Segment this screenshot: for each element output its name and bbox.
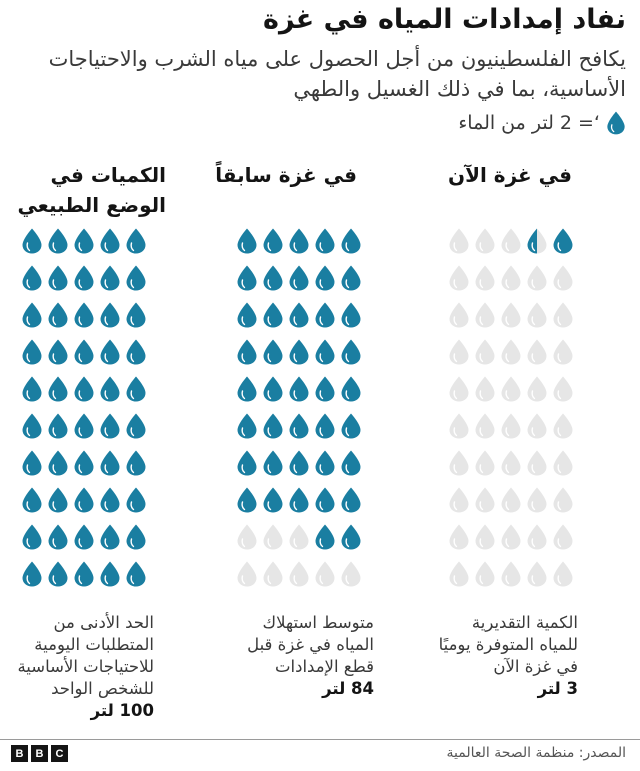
footer-divider — [0, 739, 640, 740]
note-normal-text: الحد الأدنى من المتطلبات اليومية للاحتياجات الأساسية للشخص الواحد — [17, 613, 154, 698]
water-drop-icon — [47, 450, 69, 476]
water-drop-icon — [236, 450, 258, 476]
water-drop-icon — [448, 413, 470, 439]
water-drop-icon — [99, 228, 121, 254]
water-drop-icon — [500, 450, 522, 476]
water-drop-icon — [526, 339, 548, 365]
water-drop-icon — [99, 339, 121, 365]
water-drop-icon — [314, 302, 336, 328]
water-drop-icon — [73, 302, 95, 328]
water-drop-icon — [73, 450, 95, 476]
column-heading-before: في غزة سابقاً — [215, 163, 357, 187]
note-before-text: متوسط استهلاك المياه في غزة قبل قطع الإمدادات — [247, 613, 374, 676]
water-drop-icon — [99, 524, 121, 550]
water-drop-icon — [288, 487, 310, 513]
water-drop-icon — [262, 228, 284, 254]
water-drop-icon — [340, 413, 362, 439]
water-drop-icon — [448, 376, 470, 402]
note-now — [438, 612, 578, 700]
water-drop-icon — [99, 376, 121, 402]
note-normal-value: 100 لتر — [90, 701, 154, 720]
water-drop-icon — [448, 302, 470, 328]
logo-letter: C — [51, 745, 68, 762]
water-drop-icon — [340, 302, 362, 328]
water-drop-icon — [552, 561, 574, 587]
note-normal — [4, 612, 154, 722]
water-drop-icon — [73, 413, 95, 439]
water-drop-icon — [236, 561, 258, 587]
water-drop-icon — [21, 524, 43, 550]
water-drop-icon — [99, 487, 121, 513]
water-drop-icon — [552, 302, 574, 328]
water-drop-icon — [340, 524, 362, 550]
water-drop-icon — [314, 561, 336, 587]
water-drop-icon — [125, 524, 147, 550]
water-drop-icon — [526, 413, 548, 439]
water-drop-icon — [288, 524, 310, 550]
water-drop-icon — [21, 339, 43, 365]
drop-grid-before — [236, 228, 362, 587]
water-drop-icon — [474, 487, 496, 513]
water-drop-icon — [526, 265, 548, 291]
water-drop-icon — [262, 413, 284, 439]
water-drop-icon — [125, 376, 147, 402]
water-drop-icon — [474, 561, 496, 587]
water-drop-icon — [21, 413, 43, 439]
water-drop-icon — [500, 413, 522, 439]
water-drop-icon — [21, 376, 43, 402]
water-drop-icon — [21, 228, 43, 254]
water-drop-icon — [21, 265, 43, 291]
water-drop-icon — [236, 228, 258, 254]
water-drop-icon — [262, 376, 284, 402]
water-drop-icon — [73, 376, 95, 402]
drop-grid-now — [448, 228, 574, 587]
water-drop-icon — [526, 228, 548, 254]
water-drop-icon — [262, 561, 284, 587]
water-drop-icon — [340, 487, 362, 513]
water-drop-icon — [526, 376, 548, 402]
water-drop-icon — [125, 413, 147, 439]
water-drop-icon — [552, 376, 574, 402]
water-drop-icon — [552, 487, 574, 513]
column-heading-now: في غزة الآن — [448, 163, 572, 187]
water-drop-icon — [21, 450, 43, 476]
water-drop-icon — [125, 302, 147, 328]
water-drop-icon — [21, 302, 43, 328]
water-drop-icon — [47, 339, 69, 365]
water-drop-icon — [73, 228, 95, 254]
water-drop-icon — [474, 376, 496, 402]
bbc-logo — [11, 745, 68, 762]
water-drop-icon — [236, 302, 258, 328]
water-drop-icon — [552, 450, 574, 476]
water-drop-icon — [474, 413, 496, 439]
water-drop-icon — [125, 265, 147, 291]
water-drop-icon — [314, 376, 336, 402]
water-drop-icon — [262, 487, 284, 513]
water-drop-icon — [500, 228, 522, 254]
water-drop-icon — [21, 561, 43, 587]
water-drop-icon — [500, 376, 522, 402]
note-now-text: الكمية التقديرية للمياه المتوفرة يوميًا في غزة الآن — [438, 613, 578, 676]
water-drop-icon — [47, 524, 69, 550]
water-drop-icon — [47, 561, 69, 587]
water-drop-icon — [552, 413, 574, 439]
water-drop-icon — [236, 413, 258, 439]
water-drop-icon — [47, 265, 69, 291]
water-drop-icon — [500, 524, 522, 550]
water-drop-icon — [288, 413, 310, 439]
water-drop-icon — [288, 561, 310, 587]
water-drop-icon — [552, 339, 574, 365]
water-drop-icon — [448, 450, 470, 476]
drop-grid-normal — [21, 228, 147, 587]
water-drop-icon — [288, 376, 310, 402]
water-drop-icon — [99, 302, 121, 328]
water-drop-icon — [314, 413, 336, 439]
legend — [458, 108, 626, 138]
water-drop-icon — [552, 228, 574, 254]
water-drop-icon — [448, 339, 470, 365]
water-drop-icon — [448, 265, 470, 291]
water-drop-icon — [125, 561, 147, 587]
water-drop-icon — [474, 228, 496, 254]
water-drop-icon — [125, 228, 147, 254]
water-drop-icon — [125, 487, 147, 513]
water-drop-icon — [236, 487, 258, 513]
water-drop-icon — [262, 302, 284, 328]
water-drop-icon — [73, 561, 95, 587]
water-drop-icon — [288, 265, 310, 291]
water-drop-icon — [47, 413, 69, 439]
water-drop-icon — [448, 561, 470, 587]
note-before — [234, 612, 374, 700]
water-drop-icon — [288, 339, 310, 365]
water-drop-icon — [606, 108, 626, 138]
water-drop-icon — [99, 561, 121, 587]
water-drop-icon — [262, 339, 284, 365]
water-drop-icon — [474, 524, 496, 550]
water-drop-icon — [474, 302, 496, 328]
water-drop-icon — [236, 524, 258, 550]
water-drop-icon — [526, 450, 548, 476]
water-drop-icon — [474, 339, 496, 365]
water-drop-icon — [314, 339, 336, 365]
water-drop-icon — [262, 524, 284, 550]
water-drop-icon — [99, 265, 121, 291]
water-drop-icon — [340, 450, 362, 476]
note-before-value: 84 لتر — [322, 679, 374, 698]
water-drop-icon — [500, 487, 522, 513]
water-drop-icon — [500, 265, 522, 291]
water-drop-icon — [73, 524, 95, 550]
column-heading-normal: الكميات في الوضع الطبيعي — [17, 163, 166, 217]
water-drop-icon — [474, 450, 496, 476]
water-drop-icon — [340, 265, 362, 291]
water-drop-icon — [47, 228, 69, 254]
water-drop-icon — [526, 561, 548, 587]
water-drop-icon — [314, 265, 336, 291]
water-drop-icon — [500, 561, 522, 587]
water-drop-icon — [47, 376, 69, 402]
water-drop-icon — [314, 228, 336, 254]
water-drop-icon — [526, 487, 548, 513]
water-drop-icon — [526, 524, 548, 550]
legend-label: ‘= 2 لتر من الماء — [458, 112, 600, 134]
water-drop-icon — [99, 450, 121, 476]
water-drop-icon — [314, 487, 336, 513]
water-drop-icon — [47, 302, 69, 328]
logo-letter: B — [31, 745, 48, 762]
water-drop-icon — [236, 376, 258, 402]
water-drop-icon — [314, 524, 336, 550]
note-now-value: 3 لتر — [537, 679, 578, 698]
water-drop-icon — [474, 265, 496, 291]
water-drop-icon — [552, 524, 574, 550]
water-drop-icon — [73, 265, 95, 291]
water-drop-icon — [340, 376, 362, 402]
water-drop-icon — [340, 561, 362, 587]
water-drop-icon — [448, 524, 470, 550]
water-drop-icon — [21, 487, 43, 513]
chart-title: نفاد إمدادات المياه في غزة — [263, 4, 626, 35]
water-drop-icon — [125, 450, 147, 476]
water-drop-icon — [236, 265, 258, 291]
water-drop-icon — [236, 339, 258, 365]
water-drop-icon — [288, 228, 310, 254]
water-drop-icon — [125, 339, 147, 365]
logo-letter: B — [11, 745, 28, 762]
water-drop-icon — [314, 450, 336, 476]
water-drop-icon — [99, 413, 121, 439]
water-drop-icon — [262, 450, 284, 476]
water-drop-icon — [288, 450, 310, 476]
source-label: المصدر: منظمة الصحة العالمية — [446, 745, 626, 761]
water-drop-icon — [448, 228, 470, 254]
water-drop-icon — [340, 339, 362, 365]
water-drop-icon — [262, 265, 284, 291]
water-drop-icon — [288, 302, 310, 328]
water-drop-icon — [500, 339, 522, 365]
water-drop-icon — [73, 487, 95, 513]
water-drop-icon — [73, 339, 95, 365]
water-drop-icon — [552, 265, 574, 291]
water-drop-icon — [47, 487, 69, 513]
water-drop-icon — [500, 302, 522, 328]
water-drop-icon — [526, 302, 548, 328]
water-drop-icon — [340, 228, 362, 254]
chart-subtitle: يكافح الفلسطينيون من أجل الحصول على مياه الشرب والاحتياجات الأساسية، بما في ذلك الغسيل والطهي — [48, 47, 626, 101]
water-drop-icon — [448, 487, 470, 513]
